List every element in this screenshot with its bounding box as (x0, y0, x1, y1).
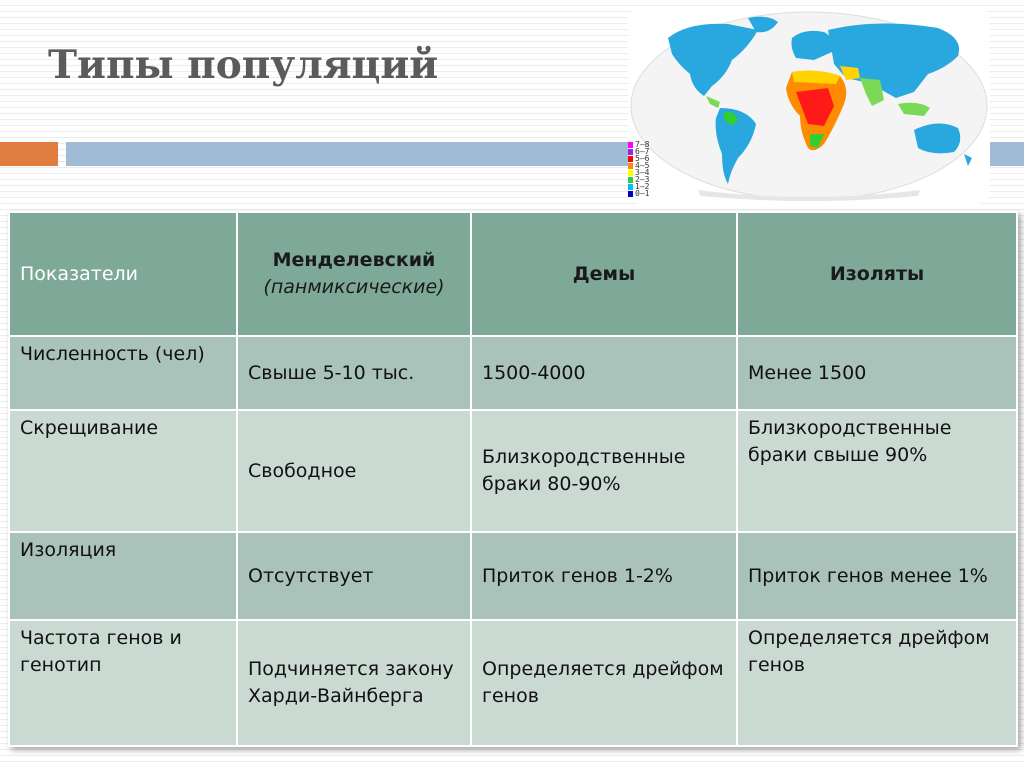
legend-label: 2–3 (635, 175, 650, 184)
cell-isolates: Близкородственные браки свыше 90% (737, 410, 1017, 532)
legend-swatch (628, 149, 633, 155)
cell-isolates: Приток генов менее 1% (737, 532, 1017, 620)
cell-mendelian: Свободное (237, 410, 471, 532)
legend-swatch (628, 177, 633, 183)
world-fertility-map (628, 8, 990, 204)
table-row (9, 620, 1017, 746)
legend-swatch (628, 184, 633, 190)
cell-isolates: Определяется дрейфом генов (737, 620, 1017, 746)
header-demes: Демы (471, 212, 737, 336)
table-row (9, 532, 1017, 620)
table-header-row (9, 212, 1017, 336)
cell-mendelian: Свыше 5-10 тыс. (237, 336, 471, 410)
table-row (9, 336, 1017, 410)
legend-item (628, 190, 660, 197)
slide-title: Типы популяций (48, 42, 439, 88)
row-label: Численность (чел) (9, 336, 237, 410)
row-label: Изоляция (9, 532, 237, 620)
legend-label: 4–5 (635, 161, 650, 170)
cell-demes: 1500-4000 (471, 336, 737, 410)
header-mendelian-subtitle: (панмиксические) (263, 276, 445, 298)
legend-label: 6–7 (635, 147, 650, 156)
legend-label: 5–6 (635, 154, 650, 163)
map-legend (628, 141, 660, 197)
header-isolates: Изоляты (737, 212, 1017, 336)
cell-mendelian: Отсутствует (237, 532, 471, 620)
accent-bar-orange (0, 142, 58, 166)
row-label: Частота генов и генотип (9, 620, 237, 746)
cell-demes: Определяется дрейфом генов (471, 620, 737, 746)
legend-label: 7–8 (635, 140, 650, 149)
population-types-table (8, 211, 1018, 747)
header-indicators: Показатели (9, 212, 237, 336)
legend-swatch (628, 142, 633, 148)
legend-label: 1–2 (635, 182, 650, 191)
header-mendelian (237, 212, 471, 336)
row-label: Скрещивание (9, 410, 237, 532)
legend-label: 3–4 (635, 168, 650, 177)
header-mendelian-title: Менделевский (272, 249, 436, 272)
cell-demes: Близкородственные браки 80-90% (471, 410, 737, 532)
legend-swatch (628, 163, 633, 169)
legend-swatch (628, 156, 633, 162)
cell-demes: Приток генов 1-2% (471, 532, 737, 620)
australia-shape (914, 123, 960, 153)
table-row (9, 410, 1017, 532)
legend-swatch (628, 170, 633, 176)
legend-label: 0–1 (635, 189, 650, 198)
new-zealand-shape (964, 154, 972, 166)
legend-swatch (628, 191, 633, 197)
cell-isolates: Менее 1500 (737, 336, 1017, 410)
cell-mendelian: Подчиняется закону Харди-Вайнберга (237, 620, 471, 746)
world-map-graphic (628, 8, 990, 204)
